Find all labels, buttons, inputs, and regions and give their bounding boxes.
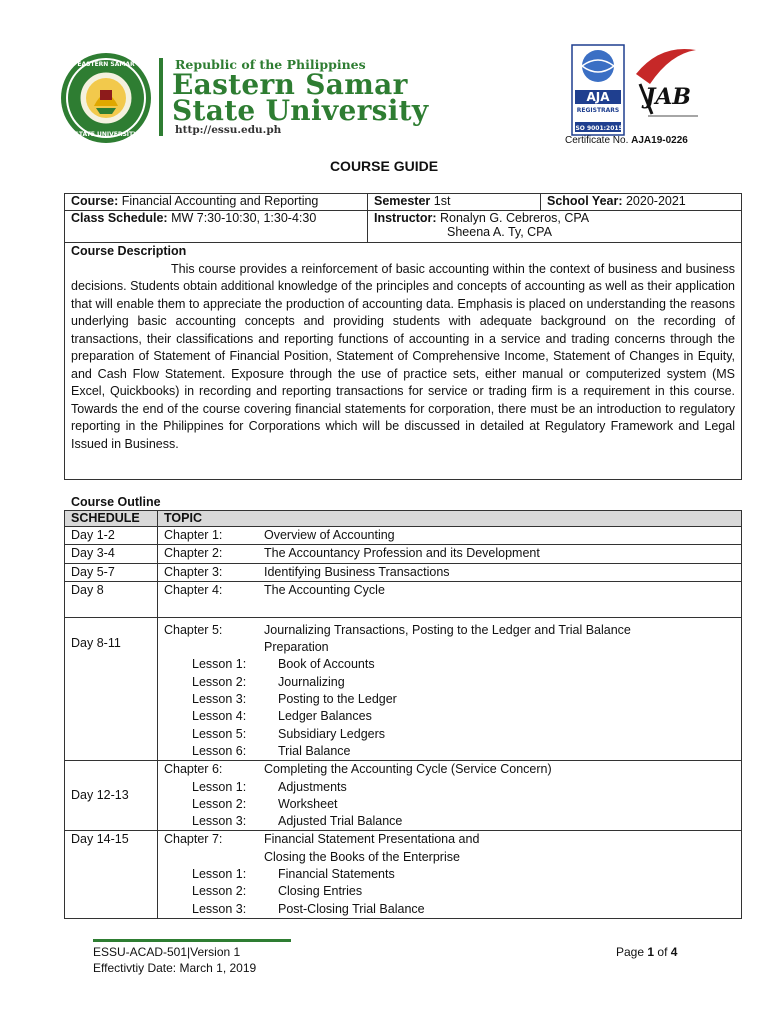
lesson-title: Post-Closing Trial Balance	[278, 901, 425, 916]
chapter-label: Chapter 7:	[164, 832, 223, 847]
lesson-label: Lesson 4:	[192, 709, 247, 724]
course-info-table	[64, 193, 742, 480]
chapter-title: The Accounting Cycle	[264, 582, 385, 597]
outline-title: Course Outline	[71, 495, 161, 509]
chapter-label: Chapter 2:	[164, 546, 223, 561]
page-of: of	[657, 945, 668, 959]
lesson-title: Trial Balance	[278, 743, 351, 758]
course-value: Financial Accounting and Reporting	[121, 194, 319, 208]
schedule-cell: Day 5-7	[65, 563, 158, 581]
lesson-title: Subsidiary Ledgers	[278, 726, 386, 741]
page-current: 1	[647, 945, 655, 959]
course-label: Course:	[71, 194, 119, 208]
jab-accreditation-logo	[630, 44, 700, 134]
chapter-label: Chapter 5:	[164, 622, 223, 637]
chapter-title: Completing the Accounting Cycle (Service Concern)	[264, 762, 552, 777]
table-row	[65, 831, 742, 918]
chapter-label: Chapter 4:	[164, 582, 223, 597]
table-row	[65, 563, 742, 581]
schedule-cell: Day 8-11	[65, 617, 158, 760]
lesson-title: Worksheet	[278, 796, 338, 811]
chapter-title: Financial Statement Presentationa and	[264, 832, 480, 847]
university-name-line1: Eastern Samar	[172, 68, 408, 101]
lesson-label: Lesson 2:	[192, 674, 247, 689]
effectivity-date: Effectivtiy Date: March 1, 2019	[93, 961, 257, 975]
chapter-title: The Accountancy Profession and its Development	[264, 546, 540, 561]
chapter-label: Chapter 1:	[164, 528, 223, 542]
instructor-label: Instructor:	[374, 211, 437, 225]
schedule-value: MW 7:30-10:30, 1:30-4:30	[171, 211, 317, 225]
topic-cell	[158, 545, 742, 563]
table-row	[65, 581, 742, 617]
lesson-label: Lesson 3:	[192, 901, 247, 916]
page-prefix: Page	[616, 945, 645, 959]
lesson-label: Lesson 5:	[192, 726, 247, 741]
chapter-title-continued: Closing the Books of the Enterprise	[264, 849, 460, 864]
lesson-label: Lesson 1:	[192, 657, 247, 672]
schedule-cell: Day 3-4	[65, 545, 158, 563]
certificate-label: Certificate No.	[565, 135, 629, 146]
page-number	[616, 945, 677, 959]
page-title: COURSE GUIDE	[329, 158, 439, 174]
footer-divider	[93, 939, 291, 942]
lesson-label: Lesson 3:	[192, 814, 247, 829]
topic-cell	[158, 563, 742, 581]
table-row	[65, 617, 742, 760]
schedule-cell	[65, 211, 368, 243]
lesson-label: Lesson 2:	[192, 796, 247, 811]
certificate-value: AJA19-0226	[631, 135, 688, 146]
iso-text: ISO 9001:2015	[573, 125, 623, 132]
school-year-label: School Year:	[547, 194, 623, 208]
schedule-cell: Day 12-13	[65, 761, 158, 831]
republic-label: Republic of the Philippines	[175, 57, 366, 72]
chapter-title: Journalizing Transactions, Posting to the Ledger and Trial Balance Preparation	[264, 622, 631, 655]
school-year-value: 2020-2021	[625, 194, 686, 208]
topic-cell	[158, 581, 742, 617]
svg-text:EASTERN SAMAR: EASTERN SAMAR	[77, 61, 135, 68]
svg-text:STATE UNIVERSITY: STATE UNIVERSITY	[74, 131, 138, 138]
course-outline-table	[64, 510, 742, 919]
table-row	[65, 527, 742, 545]
school-year-cell	[541, 194, 742, 211]
lesson-title: Ledger Balances	[278, 709, 372, 724]
lesson-label: Lesson 1:	[192, 867, 247, 882]
topic-cell	[158, 761, 742, 831]
course-cell	[65, 194, 368, 211]
chapter-title: Identifying Business Transactions	[264, 564, 450, 579]
semester-cell	[368, 194, 541, 211]
lesson-title: Book of Accounts	[278, 657, 375, 672]
aja-registrars-logo	[571, 44, 625, 136]
lesson-label: Lesson 6:	[192, 743, 247, 758]
lesson-label: Lesson 2:	[192, 884, 247, 899]
lesson-title: Closing Entries	[278, 884, 363, 899]
description-label: Course Description	[71, 244, 187, 258]
schedule-header: SCHEDULE	[65, 511, 158, 527]
topic-cell	[158, 527, 742, 545]
schedule-cell: Day 8	[65, 581, 158, 617]
certificate-number	[565, 135, 688, 146]
lesson-title: Financial Statements	[278, 867, 395, 882]
instructor-1: Ronalyn G. Cebreros, CPA	[439, 211, 590, 225]
lesson-title: Posting to the Ledger	[278, 692, 397, 707]
description-text: This course provides a reinforcement of basic accounting within the context of business and business decisions. Students obtain additional knowledge of the principles and concepts of accounting as well as their application that will enable them to appreciate the production of accounting data. Emphasis is placed on understanding the reasons underlying basic accounting concepts and providing students with adequate background on the recording of transactions, their classifications and reporting functions of accounting in a service and trading concerns through the preparation of Statement of Financial Position, Statement of Comprehensive Income, Statement of Changes in Equity, and Cash Flow Statement. Exposure through the use of practice sets, either manual or computerized system (MS Excel, Quickbooks) in recording and reporting transactions for service or trading firm is a requirement in this course. Towards the end of the course covering financial statements for corporation, there must be an introduction to regulatory reporting in the Philippines for Corporations which will be discussed in detailed at Regulatory Framework and Legal Issued in Business.	[71, 261, 735, 451]
table-row	[65, 761, 742, 831]
topic-cell	[158, 617, 742, 760]
document-code: ESSU-ACAD-501|Version 1	[93, 945, 241, 959]
instructor-cell	[368, 211, 742, 243]
schedule-cell: Day 14-15	[65, 831, 158, 918]
registrars-text: REGISTRARS	[576, 107, 620, 114]
topic-cell	[158, 831, 742, 918]
aja-text: AJA	[586, 90, 610, 104]
schedule-cell: Day 1-2	[65, 527, 158, 545]
description-cell	[65, 243, 742, 480]
jab-text: JAB	[644, 84, 692, 110]
university-seal-logo	[60, 52, 152, 144]
page-total: 4	[670, 945, 678, 959]
lesson-title: Adjusted Trial Balance	[278, 814, 403, 829]
header-divider	[159, 58, 163, 136]
chapter-label: Chapter 6:	[164, 762, 223, 777]
lesson-label: Lesson 3:	[192, 692, 247, 707]
lesson-title: Adjustments	[278, 779, 347, 794]
chapter-label: Chapter 3:	[164, 564, 223, 579]
schedule-label: Class Schedule:	[71, 211, 168, 225]
table-row	[65, 545, 742, 563]
semester-value: 1st	[433, 194, 451, 208]
university-name-line2: State University	[172, 94, 429, 127]
lesson-title: Journalizing	[278, 674, 345, 689]
instructor-2: Sheena A. Ty, CPA	[447, 225, 552, 239]
chapter-title: Overview of Accounting	[264, 528, 395, 542]
lesson-label: Lesson 1:	[192, 779, 247, 794]
topic-header: TOPIC	[158, 511, 742, 527]
semester-label: Semester	[374, 194, 431, 208]
university-url[interactable]: http://essu.edu.ph	[175, 124, 282, 136]
